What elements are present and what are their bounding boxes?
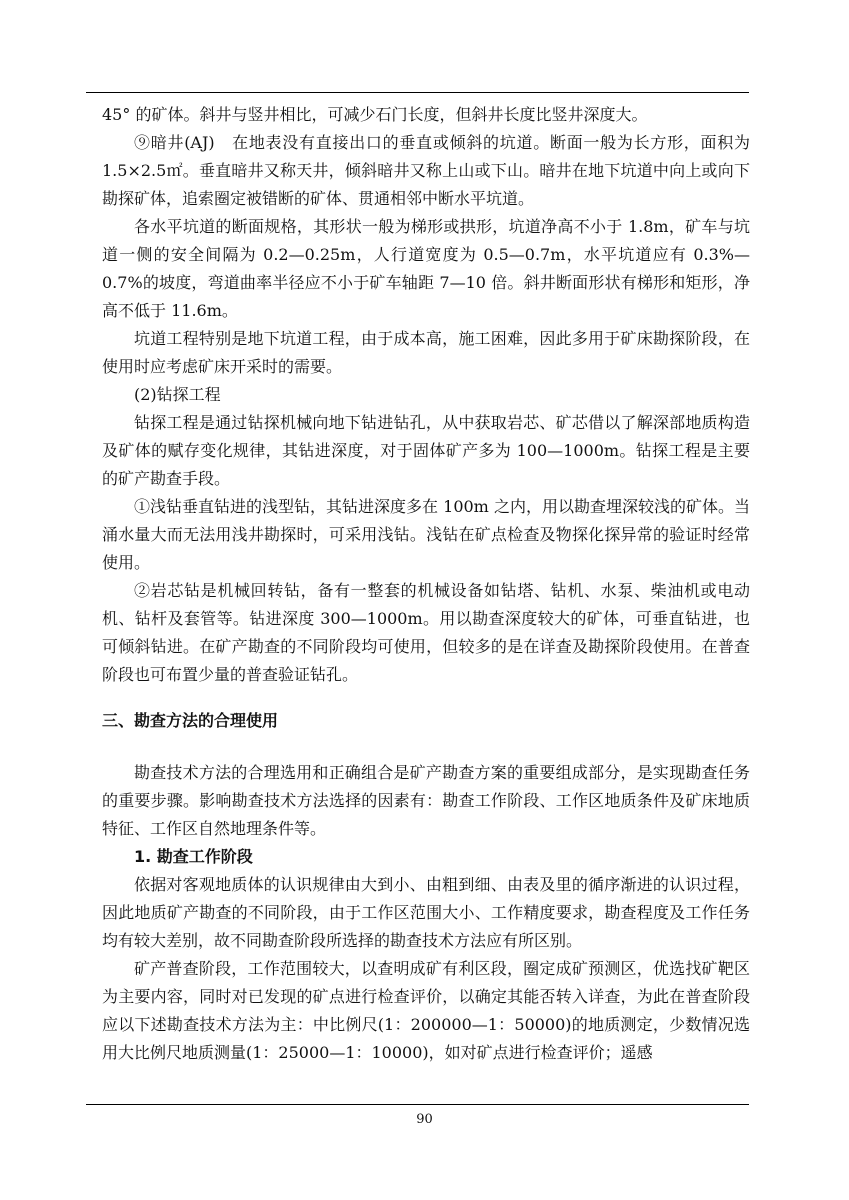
paragraph: 各水平坑道的断面规格，其形状一般为梯形或拱形，坑道净高不小于 1.8m，矿车与坑道一侧的安全间隔为 0.2—0.25m，人行道宽度为 0.5—0.7m，水平坑道应有 0.3%—0.7%的坡度，弯道曲率半径应不小于矿车轴距 7—10 倍。斜井断面形状有梯形和矩形，净高不低于 11.6m。 — [102, 217, 750, 320]
paragraph: ①浅钻垂直钻进的浅型钻，其钻进深度多在 100m 之内，用以勘查埋深较浅的矿体。当涌水量大而无法用浅井勘探时，可采用浅钻。浅钻在矿点检查及物探化探异常的验证时经常使用。 — [102, 497, 750, 572]
header-rule — [86, 92, 749, 93]
paragraph: 依据对客观地质体的认识规律由大到小、由粗到细、由表及里的循序渐进的认识过程，因此地质矿产勘查的不同阶段，由于工作区范围大小、工作精度要求，勘查程度及工作任务均有较大差别，故不同勘查阶段所选择的勘查技术方法应有所区别。 — [102, 875, 750, 950]
footer-rule — [86, 1104, 749, 1105]
page-body — [102, 101, 750, 1067]
paragraph: 坑道工程特别是地下坑道工程，由于成本高，施工困难，因此多用于矿床勘探阶段，在使用时应考虑矿床开采时的需要。 — [102, 329, 750, 376]
page-number: 90 — [416, 1112, 433, 1127]
subsection-heading: 1. 勘查工作阶段 — [134, 847, 253, 866]
section-heading: 三、勘查方法的合理使用 — [102, 711, 279, 730]
paragraph: 45° 的矿体。斜井与竖井相比，可减少石门长度，但斜井长度比竖井深度大。 — [102, 105, 648, 124]
paragraph: 勘查技术方法的合理选用和正确组合是矿产勘查方案的重要组成部分，是实现勘查任务的重要步骤。影响勘查技术方法选择的因素有：勘查工作阶段、工作区地质条件及矿床地质特征、工作区自然地理条件等。 — [102, 763, 750, 838]
paragraph: 钻探工程是通过钻探机械向地下钻进钻孔，从中获取岩芯、矿芯借以了解深部地质构造及矿体的赋存变化规律，其钻进深度，对于固体矿产多为 100—1000m。钻探工程是主要的矿产勘查手段。 — [102, 413, 750, 488]
paragraph: ②岩芯钻是机械回转钻，备有一整套的机械设备如钻塔、钻机、水泵、柴油机或电动机、钻杆及套管等。钻进深度 300—1000m。用以勘查深度较大的矿体，可垂直钻进，也可倾斜钻进。在矿产勘查的不同阶段均可使用，但较多的是在详查及勘探阶段使用。在普查阶段也可布置少量的普查验证钻孔。 — [102, 581, 750, 684]
paragraph: ⑨暗井(AJ) 在地表没有直接出口的垂直或倾斜的坑道。断面一般为长方形，面积为 1.5×2.5㎡。垂直暗井又称天井，倾斜暗井又称上山或下山。暗井在地下坑道中向上或向下勘探矿体，追索圈定被错断的矿体、贯通相邻中断水平坑道。 — [102, 133, 750, 208]
paragraph: 矿产普查阶段，工作范围较大，以查明成矿有利区段，圈定成矿预测区，优选找矿靶区为主要内容，同时对已发现的矿点进行检查评价，以确定其能否转入详查，为此在普查阶段应以下述勘查技术方法为主：中比例尺(1：200000—1：50000)的地质测定，少数情况选用大比例尺地质测量(1：25000—1：10000)，如对矿点进行检查评价；遥感 — [102, 959, 750, 1062]
subheading-drilling: (2)钻探工程 — [134, 385, 221, 404]
